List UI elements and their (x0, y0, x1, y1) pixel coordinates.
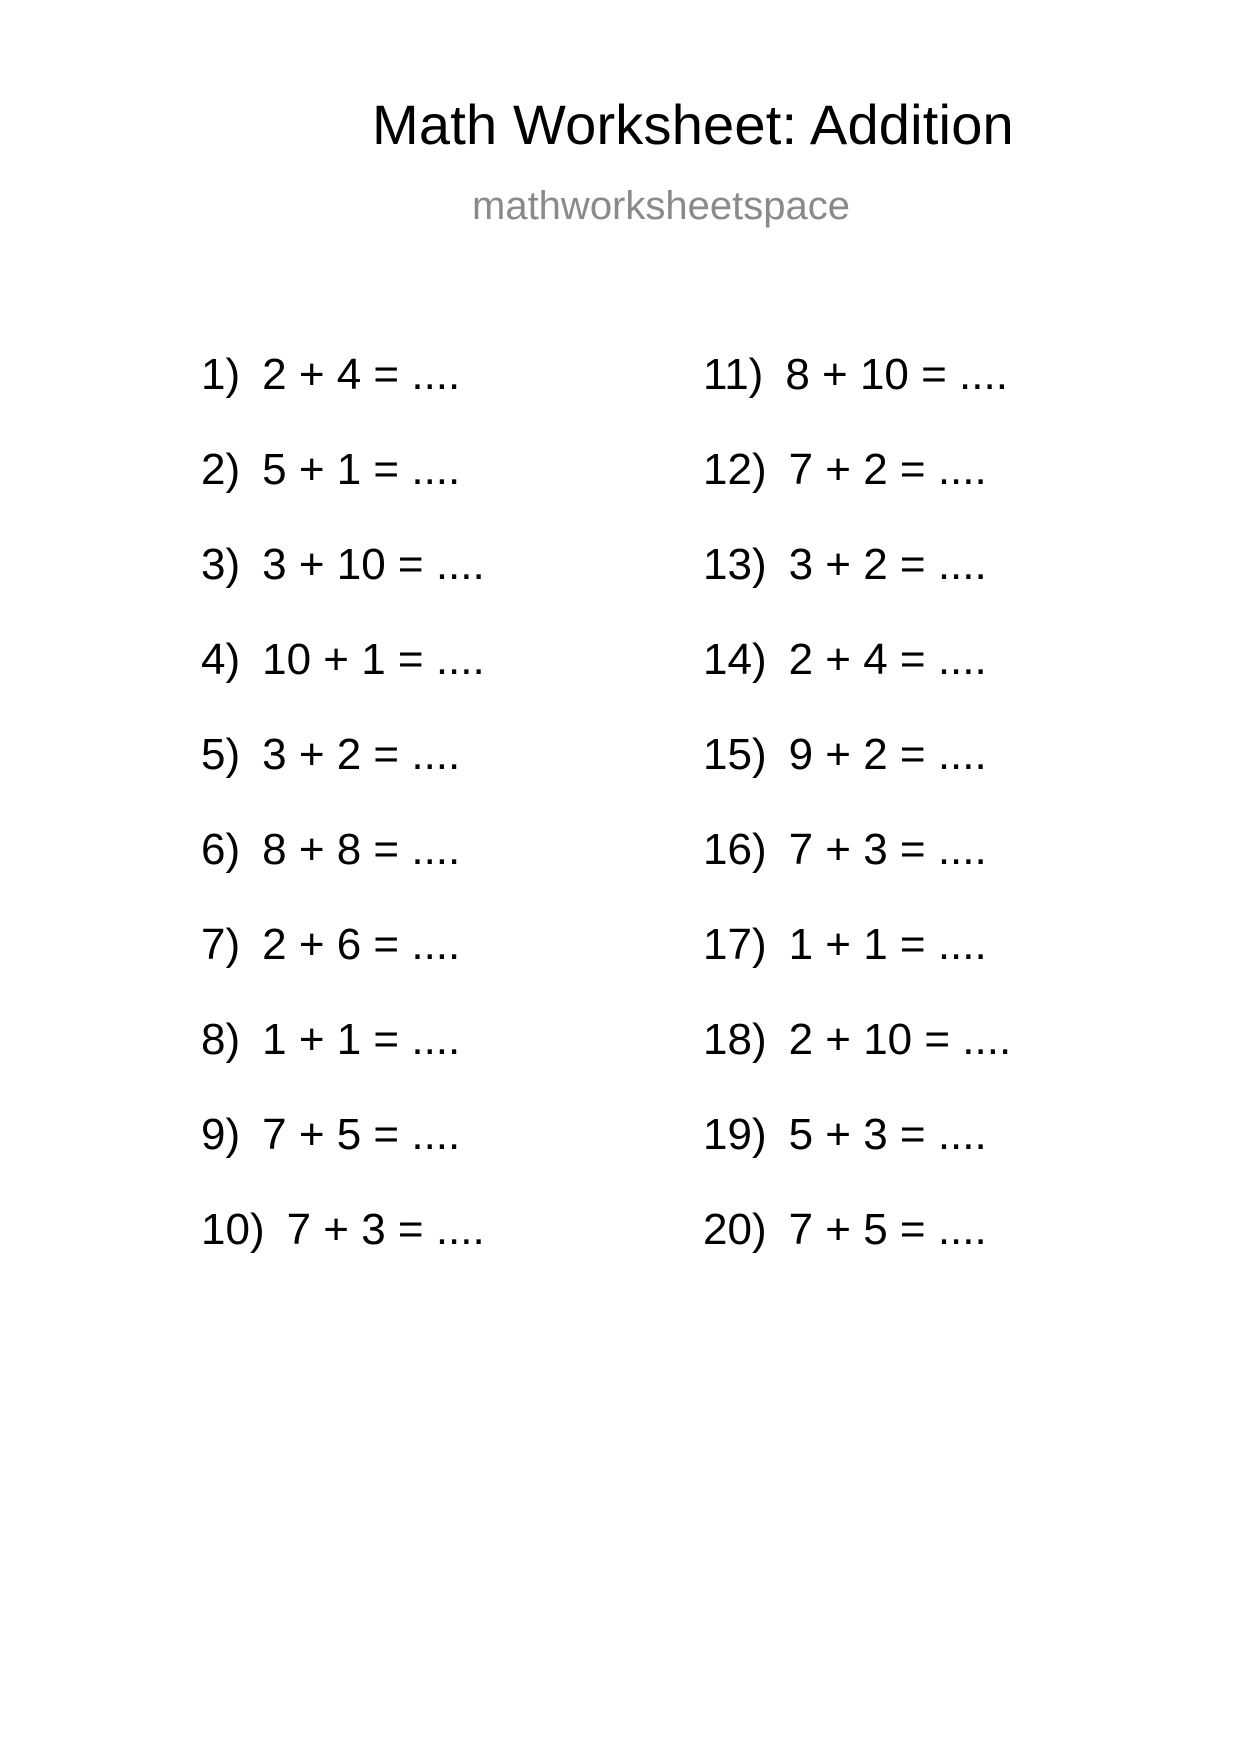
problem-number: 17) (703, 920, 767, 969)
problem-number: 1) (201, 350, 241, 399)
problem-expression: 3 + 2 = .... (788, 540, 987, 589)
problem-item (703, 351, 1011, 446)
problem-number: 5) (201, 730, 241, 779)
problem-expression: 3 + 10 = .... (262, 540, 485, 589)
problem-item (703, 446, 1011, 541)
problems-left-column (201, 351, 485, 1301)
problem-number: 18) (703, 1015, 767, 1064)
problem-expression: 2 + 4 = .... (262, 350, 461, 399)
problem-expression: 7 + 5 = .... (788, 1205, 987, 1254)
problem-expression: 1 + 1 = .... (788, 920, 987, 969)
problem-item (201, 1206, 485, 1301)
problem-expression: 9 + 2 = .... (788, 730, 987, 779)
problem-expression: 5 + 3 = .... (788, 1110, 987, 1159)
problem-number: 4) (201, 635, 241, 684)
problem-expression: 5 + 1 = .... (262, 445, 461, 494)
problem-item (703, 541, 1011, 636)
problem-expression: 2 + 10 = .... (788, 1015, 1012, 1064)
problem-number: 8) (201, 1015, 241, 1064)
problem-item (703, 921, 1011, 1016)
problems-right-column (703, 351, 1011, 1301)
problem-number: 2) (201, 445, 241, 494)
problem-number: 19) (703, 1110, 767, 1159)
problem-number: 14) (703, 635, 767, 684)
problem-item (201, 1111, 485, 1206)
problem-number: 7) (201, 920, 241, 969)
problem-expression: 7 + 3 = .... (788, 825, 987, 874)
problem-expression: 10 + 1 = .... (262, 635, 485, 684)
problem-item (703, 826, 1011, 921)
problem-expression: 8 + 8 = .... (262, 825, 461, 874)
problem-number: 10) (201, 1205, 265, 1254)
problem-item (703, 731, 1011, 826)
problem-item (201, 351, 485, 446)
problem-expression: 8 + 10 = .... (785, 350, 1008, 399)
worksheet-title: Math Worksheet: Addition (372, 93, 1014, 156)
problem-number: 13) (703, 540, 767, 589)
problem-number: 16) (703, 825, 767, 874)
problem-number: 12) (703, 445, 767, 494)
worksheet-subtitle: mathworksheetspace (472, 184, 850, 228)
problem-item (201, 826, 485, 921)
problem-expression: 7 + 5 = .... (262, 1110, 461, 1159)
problem-item (201, 636, 485, 731)
problem-number: 3) (201, 540, 241, 589)
problem-item (201, 541, 485, 636)
problem-item (703, 1206, 1011, 1301)
problem-item (201, 921, 485, 1016)
problem-number: 9) (201, 1110, 241, 1159)
problem-expression: 7 + 3 = .... (286, 1205, 485, 1254)
problem-number: 20) (703, 1205, 767, 1254)
problem-item (201, 446, 485, 541)
problem-expression: 2 + 4 = .... (788, 635, 987, 684)
problem-expression: 3 + 2 = .... (262, 730, 461, 779)
problem-item (201, 731, 485, 826)
problem-item (201, 1016, 485, 1111)
problem-item (703, 1111, 1011, 1206)
problem-expression: 7 + 2 = .... (788, 445, 987, 494)
problem-number: 11) (703, 350, 764, 399)
problem-item (703, 636, 1011, 731)
problem-expression: 1 + 1 = .... (262, 1015, 461, 1064)
problem-expression: 2 + 6 = .... (262, 920, 461, 969)
problem-item (703, 1016, 1011, 1111)
problem-number: 6) (201, 825, 241, 874)
problem-number: 15) (703, 730, 767, 779)
